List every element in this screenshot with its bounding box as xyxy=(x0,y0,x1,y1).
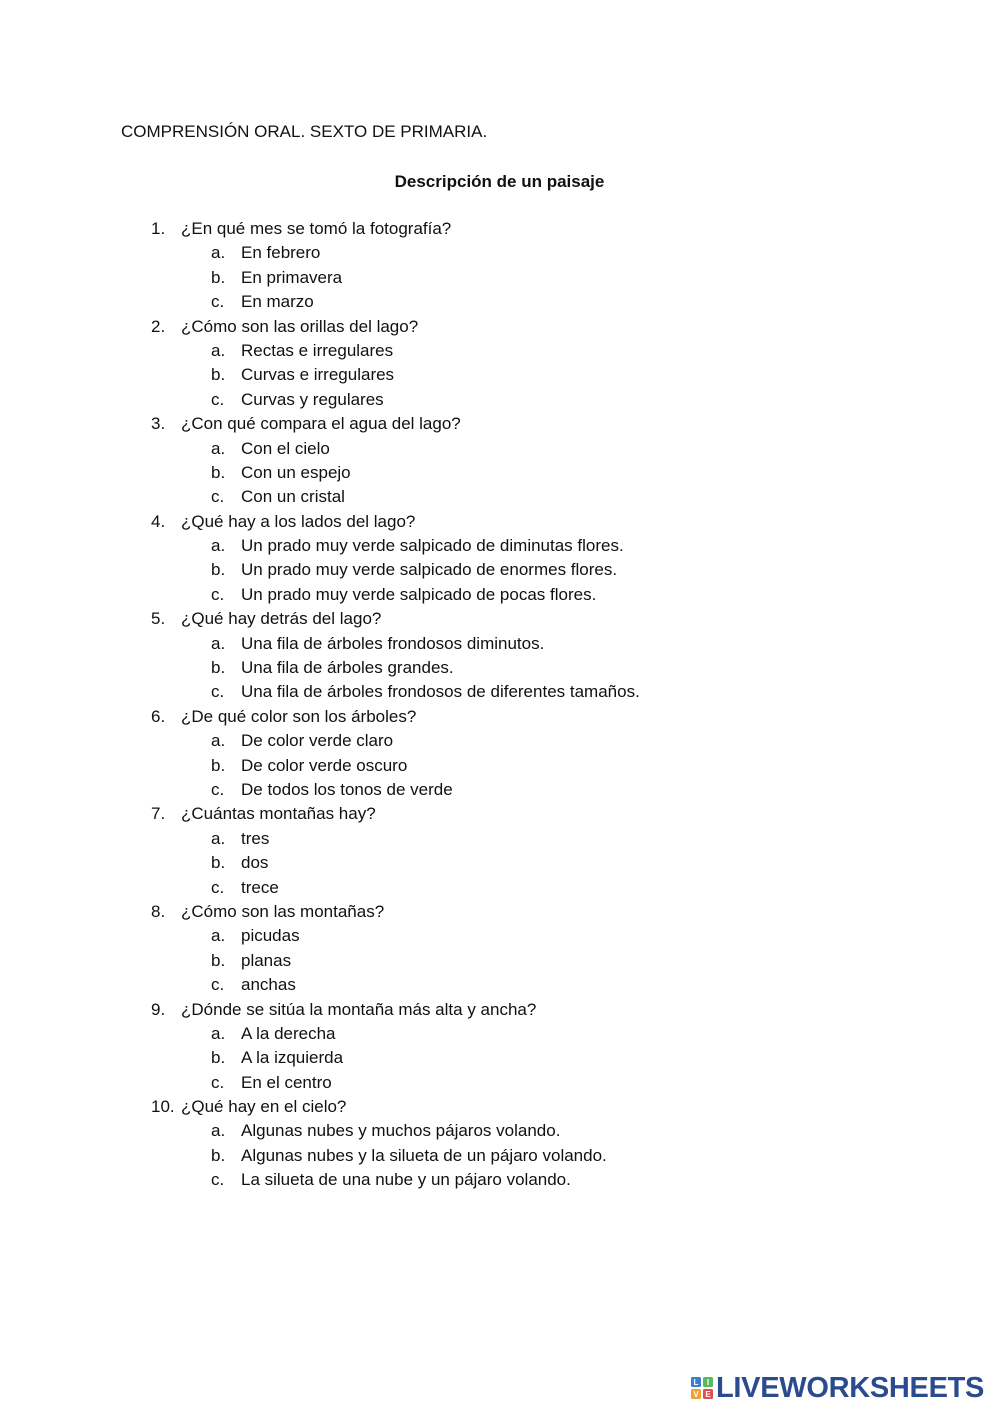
option-text: Curvas e irregulares xyxy=(241,365,395,385)
question-item xyxy=(151,607,640,705)
question-item xyxy=(151,1095,640,1193)
option-text: Rectas e irregulares xyxy=(241,340,394,360)
option-letter: c. xyxy=(211,1170,225,1190)
question-number: 10. xyxy=(151,1097,175,1117)
question-text: ¿Qué hay detrás del lago? xyxy=(181,609,382,629)
option-text: De todos los tonos de verde xyxy=(241,779,453,799)
option-text: En marzo xyxy=(241,292,314,312)
answer-option[interactable] xyxy=(211,485,640,509)
option-text: En el centro xyxy=(241,1072,332,1092)
option-letter: c. xyxy=(211,292,225,312)
option-letter: b. xyxy=(211,755,226,775)
question-row xyxy=(151,315,640,339)
answer-option[interactable] xyxy=(211,876,640,900)
question-text: ¿Qué hay a los lados del lago? xyxy=(181,511,416,531)
question-item xyxy=(151,705,640,803)
option-text: De color verde oscuro xyxy=(241,755,408,775)
option-letter: a. xyxy=(211,243,226,263)
question-text: ¿En qué mes se tomó la fotografía? xyxy=(181,219,452,238)
answer-option[interactable] xyxy=(211,388,640,412)
answer-options xyxy=(151,1119,640,1192)
worksheet-header: COMPRENSIÓN ORAL. SEXTO DE PRIMARIA. xyxy=(121,122,488,141)
option-letter: a. xyxy=(211,1121,226,1141)
answer-option[interactable] xyxy=(211,1119,640,1143)
answer-options xyxy=(151,339,640,412)
question-item xyxy=(151,315,640,413)
option-letter: c. xyxy=(211,1072,225,1092)
answer-options xyxy=(151,632,640,705)
answer-option[interactable] xyxy=(211,534,640,558)
option-text: En primavera xyxy=(241,267,343,287)
brand-name: LIVEWORKSHEETS xyxy=(716,1371,985,1404)
option-letter: b. xyxy=(211,560,226,580)
answer-option[interactable] xyxy=(211,851,640,875)
question-number: 5. xyxy=(151,609,166,629)
answer-option[interactable] xyxy=(211,924,640,948)
option-letter: b. xyxy=(211,658,226,678)
question-row xyxy=(151,705,640,729)
svg-text:E: E xyxy=(705,1390,711,1399)
answer-option[interactable] xyxy=(211,973,640,997)
option-text: Algunas nubes y muchos pájaros volando. xyxy=(241,1121,561,1141)
option-text: Con el cielo xyxy=(241,438,330,458)
question-text: ¿Con qué compara el agua del lago? xyxy=(181,414,461,434)
option-text: A la izquierda xyxy=(241,1048,344,1068)
question-row xyxy=(151,802,640,826)
answer-option[interactable] xyxy=(211,290,640,314)
question-item xyxy=(151,412,640,510)
option-text: De color verde claro xyxy=(241,731,394,751)
question-item xyxy=(151,802,640,900)
option-letter: c. xyxy=(211,487,225,507)
svg-text:I: I xyxy=(706,1378,710,1387)
question-row xyxy=(151,412,640,436)
svg-text:L: L xyxy=(693,1378,699,1387)
answer-option[interactable] xyxy=(211,558,640,582)
question-text: ¿De qué color son los árboles? xyxy=(181,706,417,726)
question-row xyxy=(151,1095,640,1119)
option-letter: c. xyxy=(211,584,225,604)
question-text: ¿Cuántas montañas hay? xyxy=(181,804,376,824)
option-letter: b. xyxy=(211,267,226,287)
answer-options xyxy=(151,534,640,607)
option-letter: c. xyxy=(211,682,225,702)
question-row xyxy=(151,900,640,924)
worksheet-title: Descripción de un paisaje xyxy=(394,172,605,191)
question-text: ¿Qué hay en el cielo? xyxy=(181,1097,347,1117)
question-number: 1. xyxy=(151,219,166,238)
option-text: tres xyxy=(241,828,270,848)
option-letter: c. xyxy=(211,779,225,799)
option-letter: c. xyxy=(211,877,225,897)
answer-options xyxy=(151,241,640,314)
option-text: La silueta de una nube y un pájaro volando. xyxy=(241,1170,571,1190)
answer-option[interactable] xyxy=(211,437,640,461)
answer-option[interactable] xyxy=(211,680,640,704)
option-letter: b. xyxy=(211,1048,226,1068)
answer-option[interactable] xyxy=(211,949,640,973)
option-text: Una fila de árboles grandes. xyxy=(241,658,454,678)
option-letter: c. xyxy=(211,975,225,995)
answer-options xyxy=(151,729,640,802)
option-letter: b. xyxy=(211,853,226,873)
answer-option[interactable] xyxy=(211,827,640,851)
answer-option[interactable] xyxy=(211,1046,640,1070)
option-letter: b. xyxy=(211,462,226,482)
answer-option[interactable] xyxy=(211,266,640,290)
answer-option[interactable] xyxy=(211,583,640,607)
answer-option[interactable] xyxy=(211,1168,640,1192)
option-text: dos xyxy=(241,853,269,873)
question-number: 8. xyxy=(151,901,166,921)
liveworksheets-brand xyxy=(690,1372,984,1404)
option-text: Una fila de árboles frondosos de diferentes tamaños. xyxy=(241,682,640,702)
answer-option[interactable] xyxy=(211,461,640,485)
svg-text:V: V xyxy=(693,1390,699,1399)
option-letter: a. xyxy=(211,633,226,653)
option-letter: b. xyxy=(211,365,226,385)
answer-option[interactable] xyxy=(211,778,640,802)
answer-option[interactable] xyxy=(211,1022,640,1046)
answer-option[interactable] xyxy=(211,339,640,363)
answer-option[interactable] xyxy=(211,1071,640,1095)
option-text: Una fila de árboles frondosos diminutos. xyxy=(241,633,545,653)
answer-option[interactable] xyxy=(211,754,640,778)
question-text: ¿Cómo son las montañas? xyxy=(181,901,385,921)
option-text: Con un cristal xyxy=(241,487,345,507)
question-item xyxy=(151,900,640,998)
answer-option[interactable] xyxy=(211,363,640,387)
answer-option[interactable] xyxy=(211,729,640,753)
option-letter: a. xyxy=(211,536,226,556)
option-letter: a. xyxy=(211,828,226,848)
option-text: planas xyxy=(241,950,292,970)
answer-option[interactable] xyxy=(211,241,640,265)
question-number: 2. xyxy=(151,316,166,336)
question-row xyxy=(151,510,640,534)
answer-options xyxy=(151,924,640,997)
option-text: A la derecha xyxy=(241,1023,336,1043)
answer-options xyxy=(151,437,640,510)
question-list xyxy=(151,217,640,1193)
question-text: ¿Cómo son las orillas del lago? xyxy=(181,316,419,336)
option-text: Curvas y regulares xyxy=(241,389,384,409)
option-text: Con un espejo xyxy=(241,462,351,482)
option-letter: a. xyxy=(211,1023,226,1043)
option-text: trece xyxy=(241,877,279,897)
option-letter: a. xyxy=(211,731,226,751)
answer-options xyxy=(151,1022,640,1095)
option-letter: a. xyxy=(211,340,226,360)
option-letter: a. xyxy=(211,438,226,458)
question-item xyxy=(151,217,640,315)
question-number: 6. xyxy=(151,706,166,726)
question-number: 4. xyxy=(151,511,166,531)
option-text: Un prado muy verde salpicado de diminutas flores. xyxy=(241,536,624,556)
question-row xyxy=(151,217,640,241)
option-text: anchas xyxy=(241,975,296,995)
question-item xyxy=(151,510,640,608)
question-number: 7. xyxy=(151,804,166,824)
option-text: picudas xyxy=(241,926,300,946)
option-text: En febrero xyxy=(241,243,321,263)
option-text: Algunas nubes y la silueta de un pájaro volando. xyxy=(241,1145,607,1165)
question-number: 9. xyxy=(151,999,166,1019)
answer-option[interactable] xyxy=(211,632,640,656)
liveworksheets-logo-icon xyxy=(690,1375,714,1401)
answer-option[interactable] xyxy=(211,1144,640,1168)
answer-options xyxy=(151,827,640,900)
option-letter: a. xyxy=(211,926,226,946)
question-number: 3. xyxy=(151,414,166,434)
option-text: Un prado muy verde salpicado de enormes flores. xyxy=(241,560,618,580)
question-item xyxy=(151,998,640,1096)
option-text: Un prado muy verde salpicado de pocas flores. xyxy=(241,584,597,604)
question-text: ¿Dónde se sitúa la montaña más alta y ancha? xyxy=(181,999,537,1019)
option-letter: c. xyxy=(211,389,225,409)
question-row xyxy=(151,607,640,631)
answer-option[interactable] xyxy=(211,656,640,680)
option-letter: b. xyxy=(211,1145,226,1165)
question-row xyxy=(151,998,640,1022)
option-letter: b. xyxy=(211,950,226,970)
